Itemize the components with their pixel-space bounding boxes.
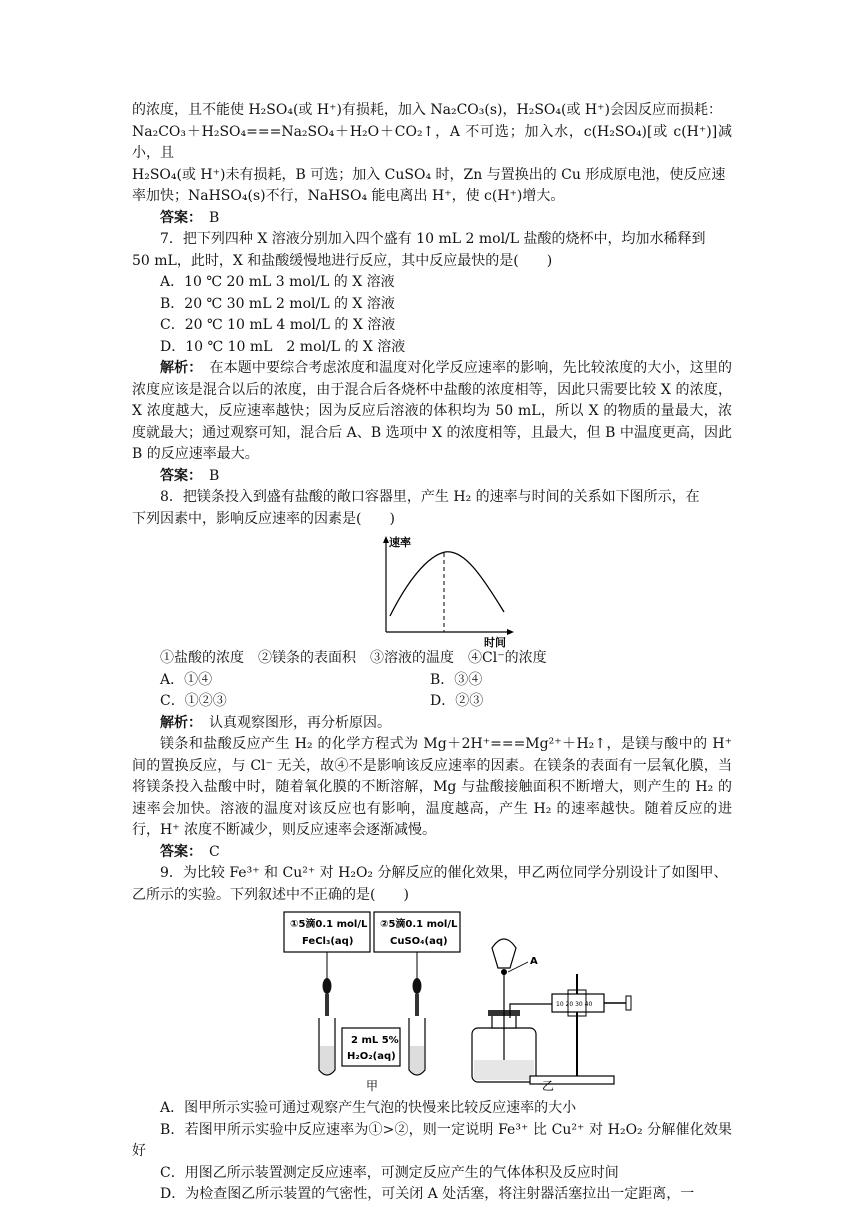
q8-stem-line1: 8．把镁条投入到盛有盐酸的敞口容器里，产生 H₂ 的速率与时间的关系如下图所示，在 — [160, 489, 700, 505]
cuso4-label-line1: ②5滴0.1 mol/L — [380, 919, 458, 930]
q8-option-a: A．①④ — [160, 671, 213, 688]
prev-answer: 答案： B — [160, 209, 220, 226]
q7-option-a: A．10 ℃ 20 mL 3 mol/L 的 X 溶液 — [160, 274, 395, 290]
stopcock-a-label: A — [530, 956, 538, 967]
q9-option-c: C．用图乙所示装置测定反应速率，可测定反应产生的气体体积及反应时间 — [160, 1164, 619, 1181]
q8-option-d: D．②③ — [430, 693, 484, 709]
dropper-left-tube — [325, 994, 329, 1016]
stopcock-a[interactable] — [501, 969, 507, 975]
q7-answer: 答案： B — [160, 467, 220, 484]
q8-analysis: 镁条和盐酸反应产生 H₂ 的化学方程式为 Mg＋2H⁺===Mg²⁺＋H₂↑，是镁与酸中的 H⁺ 间的置换反应，与 Cl⁻ 无关，故④不是影响该反应速率的因素。在镁条的表面有一层氧化膜，当将镁条投入盐酸中时，随着氧化膜的不断溶解，Mg 与盐酸接触面积不断增大，则产生的 H₂ 的速率会加快。溶液的温度对该反应也有影响，温度越高，产生 H₂ 的速率越快。随着反应的进行，H⁺ 浓度不断减少，则反应速率会逐渐减慢。 — [132, 736, 732, 838]
rate-time-graph — [132, 532, 732, 649]
q8-option-c: C．①②③ — [160, 693, 227, 709]
q8-analysis-short: 解析： 认真观察图形，再分析原因。 — [160, 714, 391, 731]
rate-time-figure — [132, 532, 732, 649]
dropper-right-bulb — [413, 978, 422, 994]
dropper-left-bulb — [323, 978, 332, 994]
experiment-diagram — [132, 910, 732, 1094]
fecl3-label-line1: ①5滴0.1 mol/L — [290, 919, 368, 930]
q8-answer: 答案： C — [160, 843, 220, 860]
figure-yi-label: 乙 — [542, 1079, 555, 1093]
test-tube-left-liquid — [320, 1046, 334, 1074]
x-axis-label: 时间 — [484, 636, 506, 649]
prev-analysis-line4: 率加快；NaHSO₄(s)不行，NaHSO₄ 能电离出 H⁺，使 c(H⁺)增大。 — [132, 188, 565, 204]
q9-option-a: A．图甲所示实验可通过观察产生气泡的快慢来比较反应速率的大小 — [160, 1100, 577, 1116]
q9-option-b: B．若图甲所示实验中反应速率为①>②，则一定说明 Fe³⁺ 比 Cu²⁺ 对 H₂O₂ 分解催化效果好 — [132, 1121, 732, 1159]
q8-stem-line2: 下列因素中，影响反应速率的因素是( ) — [132, 510, 395, 527]
x-axis-arrow — [507, 629, 514, 635]
h2o2-label-line1: 2 mL 5% — [351, 1035, 399, 1046]
q8-option-b: B．③④ — [430, 671, 483, 688]
q8-options-row2 — [132, 691, 732, 713]
test-tube-right-liquid — [410, 1046, 424, 1074]
separatory-funnel — [492, 939, 516, 968]
prev-analysis-line2: Na₂CO₃＋H₂SO₄===Na₂SO₄＋H₂O＋CO₂↑，A 不可选；加入水，c(H₂SO₄)[或 c(H⁺)]减小，且 — [132, 123, 732, 161]
h2o2-label-line2: H₂O₂(aq) — [347, 1051, 396, 1062]
syringe-scale: 10 20 30 40 — [556, 1001, 593, 1008]
q7-option-b: B．20 ℃ 30 mL 2 mol/L 的 X 溶液 — [160, 295, 395, 312]
q8-options-row1 — [132, 670, 732, 692]
cuso4-label-line2: CuSO₄(aq) — [390, 936, 448, 947]
figure-jia-label: 甲 — [366, 1079, 379, 1093]
q7-stem-line2: 50 mL，此时，X 和盐酸缓慢地进行反应，其中反应最快的是( ) — [132, 252, 553, 269]
q8-factors: ①盐酸的浓度 ②镁条的表面积 ③溶液的温度 ④Cl⁻的浓度 — [160, 650, 547, 666]
q7-option-c: C．20 ℃ 10 mL 4 mol/L 的 X 溶液 — [160, 317, 396, 333]
prev-analysis-line3: H₂SO₄(或 H⁺)未有损耗，B 可选；加入 CuSO₄ 时，Zn 与置换出的 Cu 形成原电池，使反应速 — [132, 166, 726, 183]
y-axis-label: 速率 — [389, 536, 411, 549]
prev-analysis-line1: 的浓度，且不能使 H₂SO₄(或 H⁺)有损耗，加入 Na₂CO₃(s)，H₂SO₄(或 H⁺)会因反应而损耗： — [132, 102, 722, 118]
document-page — [132, 100, 732, 1206]
experiment-figure — [132, 910, 732, 1094]
dropper-right-tube — [415, 994, 419, 1016]
q7-stem-line1: 7．把下列四种 X 溶液分别加入四个盛有 10 mL 2 mol/L 盐酸的烧杯中，均加水稀释到 — [160, 231, 706, 247]
q7-analysis: 解析： 在本题中要综合考虑浓度和温度对化学反应速率的影响，先比较浓度的大小，这里的浓度应该是混合以后的浓度，由于混合后各烧杯中盐酸的浓度相等，因此只需要比较 X 的浓度，X 浓度越大，反应速率越快；因为反应后溶液的体积均为 50 mL，所以 X 的物质的量最大，浓度就最大；通过观察可知，混合后 A、B 选项中 X 的浓度相等，且最大，但 B 中温度更高，因此 B 的反应速率最大。 — [132, 360, 732, 462]
q9-option-d: D．为检查图乙所示装置的气密性，可关闭 A 处活塞，将注射器活塞拉出一定距离，一 — [160, 1186, 695, 1202]
syringe-plunger-head[interactable] — [626, 996, 631, 1010]
rate-curve — [390, 552, 504, 616]
fecl3-label-line2: FeCl₃(aq) — [302, 936, 354, 947]
flask-liquid — [474, 1060, 534, 1080]
q9-stem-line2: 乙所示的实验。下列叙述中不正确的是( ) — [132, 886, 409, 903]
q9-stem-line1: 9．为比较 Fe³⁺ 和 Cu²⁺ 对 H₂O₂ 分解反应的催化效果，甲乙两位同学分别设计了如图甲、 — [160, 865, 728, 881]
q7-option-d: D．10 ℃ 10 mL 2 mol/L 的 X 溶液 — [160, 338, 406, 355]
